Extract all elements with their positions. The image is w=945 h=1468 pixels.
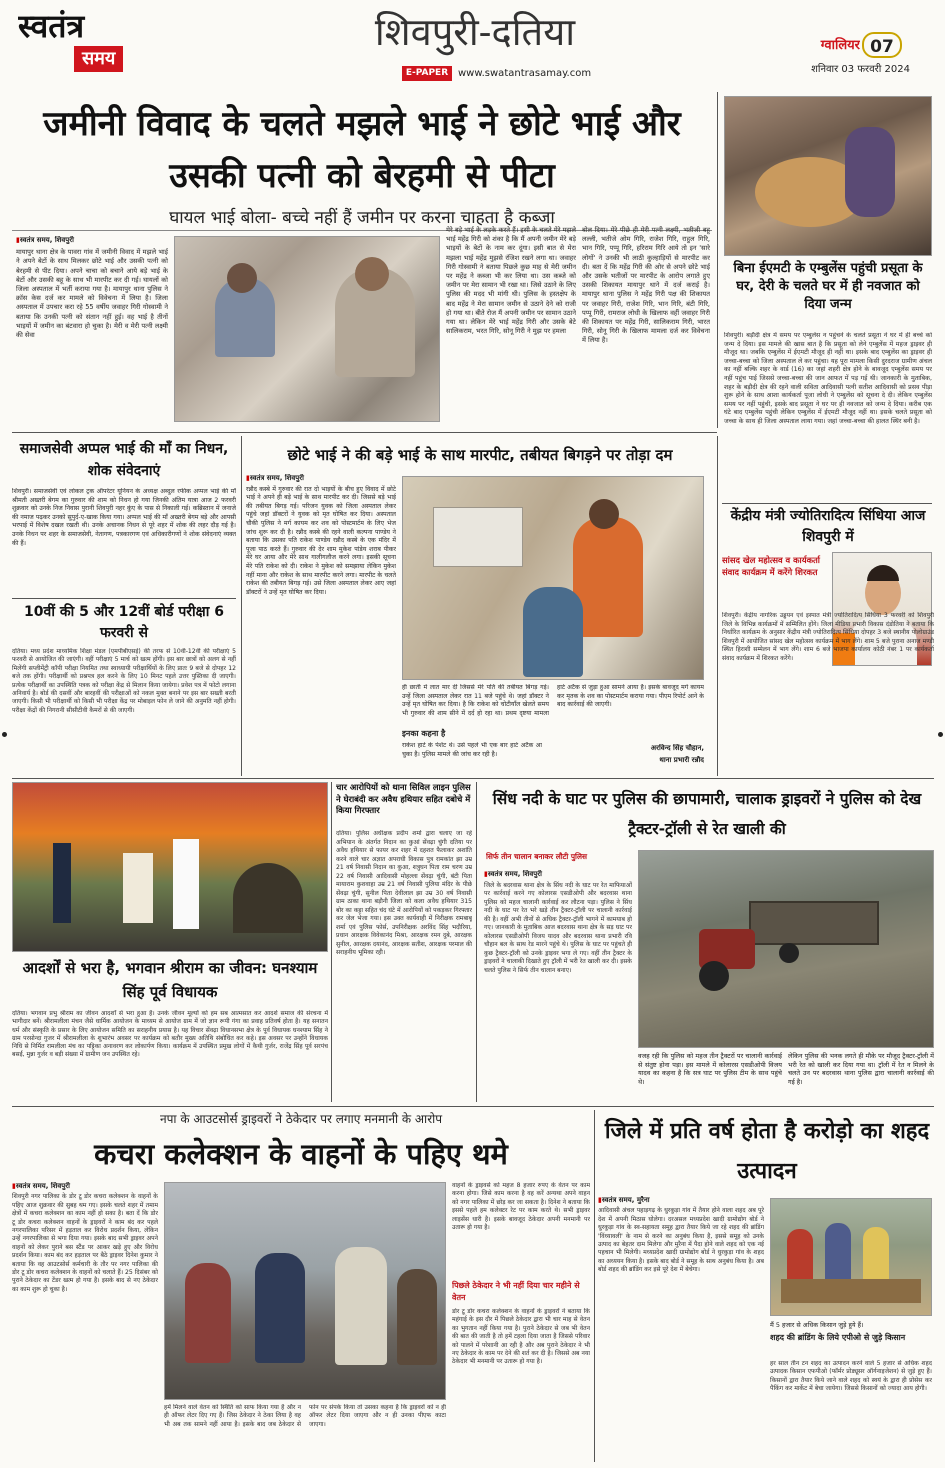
police-arms-headline: चार आरोपियों को थाना सिविल लाइन पुलिस ने घेराबंदी कर अवैध हथियार सहित दबोचे में किया गिरफ्तार [336, 782, 471, 815]
ambulance-photo [724, 96, 932, 256]
garbage-col2: हमें मिलने वाले वेतन को स्थिति को साफ किया गया है और न ही ऑफर लेटर दिए गए हैं। जिस ठेकेदार ने ठेका लिया है वह भी अब तक सामने नहीं आया है। इसके बाद जब ठेकेदार से फोन पर संपर्क किया तो उसका कहना है कि ड्राइवरों को न ही ऑफर लेटर दिया जाएगा और न ही उनका पीएफ काटा जाएगा। [164, 1404, 446, 1428]
garbage-right-rule [594, 1110, 595, 1462]
river-byline: ▮ स्वतंत्र समय, शिवपुरी [484, 870, 632, 879]
garbage-subhead: पिछले ठेकेदार ने भी नहीं दिया चार महीने से वेतन [452, 1281, 580, 1302]
exam-story [12, 602, 236, 774]
honey-byline: ▮ स्वतंत्र समय, मुरैना [598, 1196, 764, 1204]
obituary-bottom-rule [12, 598, 236, 599]
brothers-right-rule [717, 436, 718, 776]
brothers-text-block [246, 474, 396, 774]
lead-byline: ▮ स्वतंत्र समय, शिवपुरी [16, 236, 168, 245]
scindia-text: शिवपुरी। केंद्रीय नागरिक उड्डयन एवं इस्पात मंत्री ज्योतिरादित्य सिंधिया 3 फरवरी को शिवपुरी जिले के विभिन्न कार्यक्रमों में सम्मिलित होंगे। जिला मीडिया प्रभारी विकास दंडोतिया ने बताया कि निर्धारित कार्यक्रम के अनुसार केंद्रीय मंत्री ज्योतिरादित्य सिंधिया दोपहर 3 बजे स्थानीय पोलोग्राउंड शिवपुरी में आयोजित सांसद खेल महोत्सव कार्यक्रम में भाग लेंगे। शाम 5 बजे पुराना अनाज मण्डी स्थित हिराशी सम्मेलन में भाग लेंगे। शाम 6 बजे भाजपा कार्यालय कोठी नंबर 1 पर कार्यकर्ता संवाद कार्यक्रम में शिरकत करेंगे। [722, 612, 934, 662]
lead-col1-text: मायापुर थाना क्षेत्र के पावरा गांव में जमीनी विवाद में मझले भाई ने अपने बेटों के साथ मिलकर छोटे भाई और उसकी पत्नी को बेरहमी से पीट दिया। अपने चाचा को बचाने आये बड़े भाई के बेटों और उसकी बहू के साथ भी मारपीट कर दी गई। घायलों को जिला अस्पताल में भर्ती कराया गया है। मायापुर थाना पुलिस ने क्रॉस केस दर्ज कर मामले को विवेचना में लिया है। जिला अस्पताल में उपचार करा रहे 55 वर्षीय जवाहर गिरी गोस्वामी ने बताया कि उनकी पत्नी को संतान नहीं हुई। वह भाई है तीनों भाइयों में जमीन का बंटवारा हो चुका है। मेरी व मेरी पत्नी लक्ष्मी की सेवा [16, 248, 168, 340]
section-rule-2 [12, 778, 934, 779]
lead-subhead: घायल भाई बोला- बच्चे नहीं हैं जमीन पर करना चाहता है कब्जा [169, 208, 555, 228]
section-rule-3 [12, 1106, 934, 1107]
honey-text: आदिवासी अंचल पहाड़गढ़ के धुरकुड़ा गांव में तैयार होने वाला शहद अब पूरे देश में अपनी मिठास घोलेगा। दरअसल मध्यप्रदेश खादी ग्रामोद्योग बोर्ड ने धुरकुड़ा गांव के स्व-सहायता समूह द्वारा तैयार किये जा रहे शहद की ब्रांडिंग 'विंध्यावली' के नाम से करने का अनुबंध किया है, इससे समूह को उनके उत्पाद का बेहतर दाम मिलेगा और मुरैना में पैदा होने वाले शहद को एक नई पहचान भी मिलेगी। मध्यप्रदेश खादी ग्रामोद्योग बोर्ड ने धुरकुड़ा गांव के शहद का अध्ययन किया है। इसके बाद बोर्ड ने समूह के साथ अनुबंध किया है। अब बोर्ड शहद की ब्रांडिंग कर इसे पूरे देश में बेचेगा। [598, 1207, 764, 1274]
river-text: जिले के बदरवास थाना क्षेत्र के सिंध नदी के घाट पर रेत माफियाओं पर कार्रवाई करने गए कोलारस एसडीओपी और बदरवास थाना पुलिस को महज चालानी कार्रवाई कर लौटना पड़ा। पुलिस ने सिंध नदी के घाट पर रेत भरे खड़े तीन ट्रैक्टर-ट्रॉली पर चालानी कार्रवाई की है। वहीं अभी तीनों से अधिक ट्रैक्टर-ट्रॉली भागने में कामयाब हो गए। जानकारी के मुताबिक आज बदरवास थाना क्षेत्र के सड़ घाट पर कोलारस एसडीओपी विजय यादव और बदरवास थाना प्रभारी रवि चौहान बल के साथ रेड मारने पहुंचे थे। पुलिस के घाट पर पहुंचते ही कुछ ट्रैक्टर-ट्रॉली को उनके ड्राइवर भगा ले गए। वहीं तीन ट्रैक्टर के ड्राइवरों ने चालाकी दिखाते हुए ट्रॉली में भरी रेत खाली कर दी। इसके चलते पुलिस ने सिर्फ तीन चालान बनाए। [484, 881, 632, 974]
garbage-text-block [12, 1182, 158, 1464]
left-column-rule [241, 436, 242, 776]
river-story [480, 782, 934, 1102]
obituary-text: शिवपुरी। समाजसेवी एवं लोकल ट्रक ऑपरेटर यूनियन के अध्यक्ष अब्दुल रफीक अप्पल भाई की माँ श्रीमती अख्तरी बेगम का गुरुवार की शाम को निधन हो गया जिनकी अंतिम यात्रा आज 2 फरवरी शुक्रवार को उनके निज निवास पुरानी शिवपुरी नहर कुंए के पास से निकाली गई। कब्रिस्तान में जनाजे की नमाज पढ़कर उनको सुपुर्द-ए-खाक किया गया। अप्पल भाई की माँ अख्तरी बेगम बड़े और आपसी भरपाई में विशेष दखल रखती थी। उनके अचानक निधन से पूरे शहर में शोक की लहर दौड़ गई है। उनके निधन पर शहर के समाजसेवी, नेतागण, पत्रकारगण एवं अधिकारीगणों ने शोक संवेदनाएं व्यक्त की हैं। [12, 488, 236, 547]
brothers-inset-title: इनका कहना है [402, 729, 446, 738]
garbage-story [12, 1110, 590, 1464]
obituary-headline: समाजसेवी अप्पल भाई की माँ का निधन, शोक संवेदनाएं [19, 441, 229, 479]
epaper-label: E-PAPER [402, 66, 452, 81]
honey-col2: हर साल तीन टन शहद का उत्पादन करने वाले 5 हजार से अधिक शहद उत्पादक किसान एफपीओ (फॉर्मर प्रोड्यूसर ऑर्गनाइजेशन) से जुड़े हुए हैं। किसानों द्वारा तैयार किये जाने वाले शहद को स्वयं के द्वारा ही प्रोसेस कर पैकिंग कर मार्केट में बेचा जायेगा। जिससे किसानों को ज्यादा आय होगी। [770, 1360, 932, 1393]
ambulance-text: शिवपुरी। बड़ौदी क्षेत्र में समय पर एम्बुलेंस न पहुंचने के चलते प्रसूता ने घर में ही बच्चे को जन्म दे दिया। इस मामले की खास बात है कि प्रसूता को लेने एम्बुलेंस में महज ड्राइवर ही मौजूद था। जबकि एम्बुलेंस में ईएमटी मौजूद ही नहीं था। इसके बाद एम्बुलेंस का ड्राइवर ही जच्चा-बच्चा को जिला अस्पताल ले कर पहुंचा। यह पूरा मामला किसी दुरदराज ग्रामीण अंचल का नहीं बल्कि शहर के वार्ड (16) का जहां शहरी क्षेत्र होने के बावजूद एम्बुलेंस समय पर नहीं पहुंच पाई जिससे जच्चा-बच्चा की जान आफत में पड़ गई थी। जानकारी के मुताबिक, शहर के बड़ौदी क्षेत्र की रहने वाली सविता आदिवासी पत्नी सतीश आदिवासी को प्रसव पीड़ा शुरू होने के साथ आशा कार्यकर्ता पूजा लोधी ने एम्बुलेंस को सूचना दे दी। लेकिन एम्बुलेंस समय पर नहीं पहुंची, इसके बाद प्रसूता ने घर पर ही नवजात को जन्म दे दिया। करीब एक घंटे बाद एम्बुलेंस पहुंची लेकिन एम्बुलेंस में ईएमटी मौजूद नहीं था। इसके चलते प्रसूता को जच्चा के साथ ही जिला अस्पताल लाया गया। जहां जच्चा-बच्चा की हालत स्थिर बनी है। [724, 332, 932, 425]
police-arms-text: दतिया। पुलिस अधीक्षक प्रदीप शर्मा द्वारा चलाए जा रहे अभियान के अंतर्गत निदान का कुआं सेंवढ़ा चुंगी दतिया पर अवैध हथियार से फायर कर शहर में दहशत फैलाकर अशांति करने वाले चार अज्ञात अपराधी विकास पुत्र रामकांत झा उम्र 21 वर्ष निवासी निदान का कुआ, शत्रुघन पिता राम चरण उम्र 22 वर्ष निवासी आदिवासी मोहल्ला सेंवढ़ा चुंगी, बंटी पिता मायाराम कुशवाहा उम्र 21 वर्ष निवासी पुलिया मंदिर के पीछे सेंवढ़ा चुंगी, सुनील पिता देवीलाल झा उम्र 30 वर्ष निवासी ग्राम ठाका थाना बड़ौनी जिला को कला अवैध हथियार 315 बोर का कट्टा सहित चंद घंटे में आरोपियों को पकड़कर गिरफ्तार कर जेल भेजा गया। इस उक्त कार्यवाही में निरीक्षक रामबाबू शर्मा एवं पुलिस फोर्स, उपनिरीक्षक अरविंद सिंह भदौरिया, प्रधान आरक्षक विवेकानंद मिश्रा, आरक्षक रमन दुबे, आरक्षक सुनील, आरक्षक दयानंद, आरक्षक सतीश, आरक्षक परमाल की सराहनीय भूमिका रही। [336, 830, 472, 956]
scindia-headline: केंद्रीय मंत्री ज्योतिरादित्य सिंधिया आज शिवपुरी में [730, 508, 926, 545]
lead-column-3: बोल दिया। मेरे पीछे ही मेरी पत्नी लक्ष्मी, भतीजी बहू लल्ली, भतीजे ओम गिरि, राजेश गिरि, राहुल गिरि, भान गिरि, पप्पू गिरि, हरिराम गिरि आये तो इन 'सारे लोगों' ने उनकी भी लाठी कुल्हाड़ियों से मारपीट कर दी। बता दें कि महेंद्र गिरी की ओर से अपने छोटे भाई और उसके भतीजों पर मारपीट के आरोप लगाते हुए उसकी शिकायत मायापुर थाने में दर्ज कराई है। मायापुर थाना पुलिस ने महेंद्र गिरी पक्ष की शिकायत पर जवाहर गिरी, राजेश गिरि, भान गिरि, बंटी गिरि, पप्पू गिरी, रामराज लोधी के खिलाफ वहीं जवाहर गिरी की शिकायत पर महेंद्र गिरी, सालिकराम गिरी, भारत गिरी, सोनू गिरी के खिलाफ मामला दर्ज कर विवेचना में लिया है। [582, 226, 710, 345]
police-arms-story [336, 782, 472, 1102]
brothers-headline: छोटे भाई ने की बड़े भाई के साथ मारपीट, तबीयत बिगड़ने पर तोड़ा दम [287, 446, 673, 464]
registration-mark-right [938, 732, 943, 737]
scindia-subhead: सांसद खेल महोत्सव व कार्यकर्ता संवाद कार्यक्रम में करेंगे शिरकत [722, 555, 820, 577]
honey-photo [770, 1198, 932, 1316]
garbage-text: शिवपुरी नगर पालिका के डोर टू डोर कचरा कलेक्शन के वाहनों के पहिए आज शुक्रवार की सुबह थम गए। इसके चलते शहर में तमाम क्षेत्रों में कचरा कलेक्शन का काम नहीं हो सका है। बता दें कि डोर टू डोर कचरा कलेक्शन वाहनों के ड्राइवरों ने काम बंद कर पहले नगरपालिका परिसर में हड़ताल कर विरोध प्रदर्शन किया, लेकिन उन्हें नगरपालिका से भगा दिया गया। इसके बाद सभी ड्राइवर अपने वाहनों को लेकर पुराने बस स्टैंड पर आकर खड़े हुए और विरोध प्रदर्शन किया। काम बंद कर हड़ताल पर बैठे ड्राइवर दिनेश कुमार ने बताया कि वह आउटसोर्स कर्मचारी के तौर पर नगर पालिका की डोर टू डोर कचरा कलेक्शन के वाहनों को चलाते हैं। 25 दिसंबर को पुराने ठेकेदार का टेंडर खत्म हो गया है। इसके बाद से नए ठेकेदार का काम शुरू हो चुका है। [12, 1193, 158, 1293]
honey-text-block [598, 1196, 764, 1464]
exam-text: दतिया। मध्य प्रदेश माध्यमिक शिक्षा मंडल (एमपीबीएसई) की तरफ से 10वीं-12वीं की परीक्षाएं 5 फरवरी से आयोजित की जाएंगी। वहीं परीक्षाएं 5 मार्च को खत्म होंगी। इस बार छात्रों को अलग से नहीं मिलेंगी सप्लीमेंट्री कॉपी परीक्षा नियमित तथा स्वाध्यायी परीक्षार्थियों के लिए प्रातः 9 बजे से दोपहर 12 बजे तक होंगी। परीक्षार्थी को प्रश्नपत्र हल करने के लिए 10 मिनट पहले उत्तर पुस्तिका दी जाएगी। प्रत्येक परीक्षार्थी का उपस्थिति पत्रक को परीक्षा केंद्र से मिलान किया जायेगा। प्रवेश पत्र में फोटो लगाना अनिवार्य है। बोर्ड की दसवीं और बारहवीं की परीक्षाओं को नकल मुक्त बनाने पर इस बार सख्ती बरती जाएगी। किसी भी परीक्षार्थी को किसी भी परीक्षा केंद्र पर मोबाइल फोन ले जाने की अनुमति नहीं होगी। परीक्षा केंद्रों की निगरानी सीसीटीवी कैमरों से की जाएगी। [12, 648, 236, 714]
garbage-byline: ▮ स्वतंत्र समय, शिवपुरी [12, 1182, 158, 1190]
honey-headline: जिले में प्रति वर्ष होता है करोड़ो का शहद उत्पादन [604, 1119, 930, 1184]
brothers-inset-text: राकेश हार्ट के पेशेंट थे। उसे पहले भी एक बार हार्ट अटैक आ चुका है। पुलिस मामले की जांच कर रही है। [402, 742, 542, 758]
brothers-text: रन्नौद कस्बे में गुरुवार की रात दो भाइयों के बीच हुए विवाद में छोटे भाई ने अपने ही बड़े भाई के साथ मारपीट कर दी। जिससे बड़े भाई की तबीयत बिगड़ गई। परिजन युवक को जिला अस्पताल लेकर पहुंचे जहां डॉक्टरों ने युवक को मृत घोषित कर दिया। अस्पताल चौकी पुलिस ने मर्ग कायम कर शव को पोस्टमार्टम के लिए भेज जांच शुरू कर दी है। रन्नौद कस्बे की रहने वाली कल्पना पाण्डेय ने बताया कि उसका पति राकेश पाण्डेय रन्नौद कस्बे के एक मंदिर में पूजा पाठ करते हैं। गुरुवार की देर शाम मुकेश पांडेय शराब पीकर मेरे घर आया और मेरे साथ गालीगलौज करने लगा। इसकी सूचना मेरे पति राकेश को दी। राकेश ने मुकेश को समझाया लेकिन मुकेश नहीं माना और राकेश के साथ मारपीट करने लगा। मारपीट के चलते राकेश की तबीयत बिगड़ गई। उसे जिला अस्पताल लेकर आए जहां डॉक्टरों ने उन्हें मृत घोषित कर दिया। [246, 485, 396, 596]
garbage-photo [164, 1182, 446, 1400]
section-rule-1 [12, 432, 717, 433]
website-link[interactable]: www.swatantrasamay.com [458, 68, 592, 79]
ram-text: दतिया। भगवान प्रभु श्रीराम का जीवन आदर्शों से भरा हुआ है। उनके जीवन मूल्यों को हम सब आत्मसात कर आदर्श समाज की संरचना में भागीदार बनें। श्रीरामलीला मंचन जैसे धार्मिक आयोजन के माध्यम से आयोज ग्राम में जो ज्ञान रूपी गंगा का प्रवाह प्रतिवर्ष होता है। यह सनातन धर्म और संस्कृति के प्रसार के लिए आयोजन समिति का सराहनीय प्रयास है। यह विचार सेंवढ़ा विधानसभा क्षेत्र के पूर्व विधायक घनश्याम सिंह ने ग्राम परसोन्दा गुजर में श्रीरामलीला के शुभारंभ अवसर पर कार्यक्रम को बतौर मुख्य अतिथि संबोधित कर कहे। इस अवसर पर उन्होंने विधायक निधि से निर्मित रामलीला मंच का पट्टिका अनावरण कर लोकार्पण किया। कार्यक्रम में उपस्थित प्रमुख लोगों में कैथी गुर्जर, राजेंद्र सिंह पूर्व सरपंच बसईं, मुन्ना गुर्जर व बड़ी संख्या में ग्रामीण जन उपस्थित रहे। [12, 1010, 328, 1059]
ram-right-rule [331, 782, 332, 1102]
garbage-kicker: नपा के आउटसोर्स ड्राइवरों ने ठेकेदार पर लगाए मनमानी के आरोप [159, 1112, 443, 1126]
honey-photo-headline: शहद की ब्रांडिंग के लिये एपीओ से जुड़े किसान [770, 1333, 906, 1342]
lead-headline: जमीनी विवाद के चलते मझले भाई ने छोटे भाई और उसकी पत्नी को बेरहमी से पीटा [43, 104, 681, 196]
brothers-story [246, 436, 714, 776]
lead-column-1 [16, 236, 168, 424]
ambulance-story [722, 92, 934, 502]
brothers-byline: ▮ स्वतंत्र समय, शिवपुरी [246, 474, 396, 483]
ambulance-bottom-rule [722, 503, 932, 504]
edition-title: शिवपुरी-दतिया [374, 10, 576, 54]
garbage-col3: वाहनों के ड्राइवर्स को महज 8 हजार रुपए के वेतन पर काम करना होगा। जिसे काम करना है वह करें अन्यथा अपने वाहन को नगर पालिका में छोड़ कर जा सकता है। दिनेश ने बताया कि इससे पहले हम कलेक्टर रेट पर काम करते थे। सभी ड्राइवर लाइसेंस धारी है। इसके बावजूद ठेकेदार अपनी मनमानी पर उतारू हो गया है। [452, 1182, 590, 1232]
ram-photo [12, 782, 328, 952]
police-arms-right-rule [476, 782, 477, 1102]
masthead [0, 0, 945, 86]
garbage-headline: कचरा कलेक्शन के वाहनों के पहिए थमे [94, 1137, 508, 1171]
city-label: ग्वालियर [820, 38, 860, 53]
lead-column-2: मेरे बड़े भाई के लड़के करते हैं। इसी के चलते मेरे मझले भाई महेंद्र गिरी को शंका है कि मैं अपनी जमीन मेरे बड़े भाइयों के बेटों के नाम कर दूंगा। इसी बात से मेरा मझला भाई महेंद्र मुझसे रंजिश रखने लगा था। जवाहर गिरी गोस्वामी ने बताया पिछले कुछ माह से मेरी जमीन पर महेंद्र ने कब्जा भी कर लिया था। उस कब्जे को जमीन पर मेरा सामान भी रखा था। जिसे उठाने के लिए पुलिस की मदद भी मांगी थी। पुलिस के हस्तक्षेप के बाद महेंद्र ने मेरा सामान जमीन से उठाने देने को राजी हो गया था। बीते रोज मैं अपनी जमीन पर सामान उठाने गया था। लेकिन मेरे भाई महेंद्र गिरी और उसके बेटे सालिकराम, भरत गिरि, सोनू गिरी ने मुझ पर हमला [446, 226, 576, 336]
brothers-signature-role: थाना प्रभारी रन्नौद [659, 756, 704, 764]
exam-headline: 10वीं की 5 और 12वीं बोर्ड परीक्षा 6 फरवरी से [24, 604, 224, 641]
ambulance-headline: बिना ईएमटी के एम्बुलेंस पहुंची प्रसूता के घर, देरी के चलते घर में ही नवजात को दिया जन्म [733, 261, 923, 312]
obituary-story [12, 436, 236, 596]
lead-photo [174, 236, 440, 422]
page-number: 07 [862, 32, 902, 58]
honey-story [598, 1110, 934, 1464]
river-text-block [484, 870, 632, 1102]
lead-story [12, 92, 712, 428]
logo-line2: समय [74, 46, 123, 72]
registration-mark-left [2, 732, 7, 737]
issue-date: शनिवार 03 फरवरी 2024 [811, 64, 910, 75]
honey-photo-caption: मैं 5 हजार से अधिक किसान जुड़े हुये हैं। [770, 1321, 864, 1329]
brothers-photo [402, 476, 704, 680]
river-headline: सिंध नदी के घाट पर पुलिस की छापामारी, चालाक ड्राइवरों ने पुलिस को देख ट्रैक्टर-ट्रॉली से रेत खाली की [492, 790, 922, 838]
logo [18, 6, 146, 78]
lead-right-rule [717, 92, 718, 428]
logo-line1: स्वतंत्र [18, 7, 85, 45]
ram-headline: आदर्शों से भरा है, भगवान श्रीराम का जीवन: घनश्याम सिंह पूर्व विधायक [22, 959, 318, 1001]
river-tagline: सिर्फ तीन चालान बनाकर लौटी पुलिस [486, 852, 587, 861]
garbage-sub-text: डोर टू डोर कचरा कलेक्शन के वाहनों के ड्राइवरों ने बताया कि महंगाई के इस दौर में पिछले ठेकेदार द्वारा भी चार माह से वेतन का भुगतान नहीं किया गया है। पुराने ठेकेदार से जब भी वेतन की बात की जाती है तो हमें टहला दिया जाता है जिससे परिवार को पालने में परेशानी आ रही है और अब पुराने ठेकेदार ने भी नए ठेकेदार के काम पर देने की शर्त कर दी है। जिससे अब नया ठेकेदार भी मनमानी पर उतारू हो गया है। [452, 1308, 590, 1366]
brothers-signature: अरविन्द सिंह चौहान, [650, 744, 704, 752]
river-caption-1: वजह रही कि पुलिस को महज तीन ट्रैक्टरों पर चालानी कार्रवाई से संतुष्ट होना पड़ा। इस मामले में कोलारस एसडीओपी विजय यादव का कहना है कि सत्र घाट पर पुलिस टीम के साथ पहुंचे थे। [638, 1052, 782, 1086]
scindia-story [722, 506, 934, 776]
ram-story [12, 782, 328, 1102]
river-photo [638, 850, 934, 1048]
brothers-side-text: ही छाती में लात मार दी जिससे मेरे पति की तबीयत बिगड़ गई। उन्हें जिला अस्पताल लेकर रात 11 बजे पहुंचे थे। जहां डॉक्टर ने उन्हें मृत घोषित कर दिया। है कि राकेश को चोटीयाँल खेलते समय भी गुरुवार की शाम सीने में दर्द हो रहा था। प्रथम दृष्टया मामला हार्ट अटैक से जुड़ा हुआ सामने आया है। इसके बावजूद मर्ग कायम कर मृतक के शव का पोस्टमार्टम कराया गया। पीएम रिपोर्ट आने के बाद कार्रवाई की जाएगी। [402, 684, 704, 717]
river-caption-2: लेकिन पुलिस की भनक लगते ही मौके पर मौजूद ट्रैक्टर-ट्रॉली में भरी रेत को खाली कर दिया गया था। ट्रॉली में रेत न मिलने के चलते उन पर बदरवास थाना पुलिस द्वारा चालानी कार्रवाई की गई है। [788, 1052, 934, 1086]
